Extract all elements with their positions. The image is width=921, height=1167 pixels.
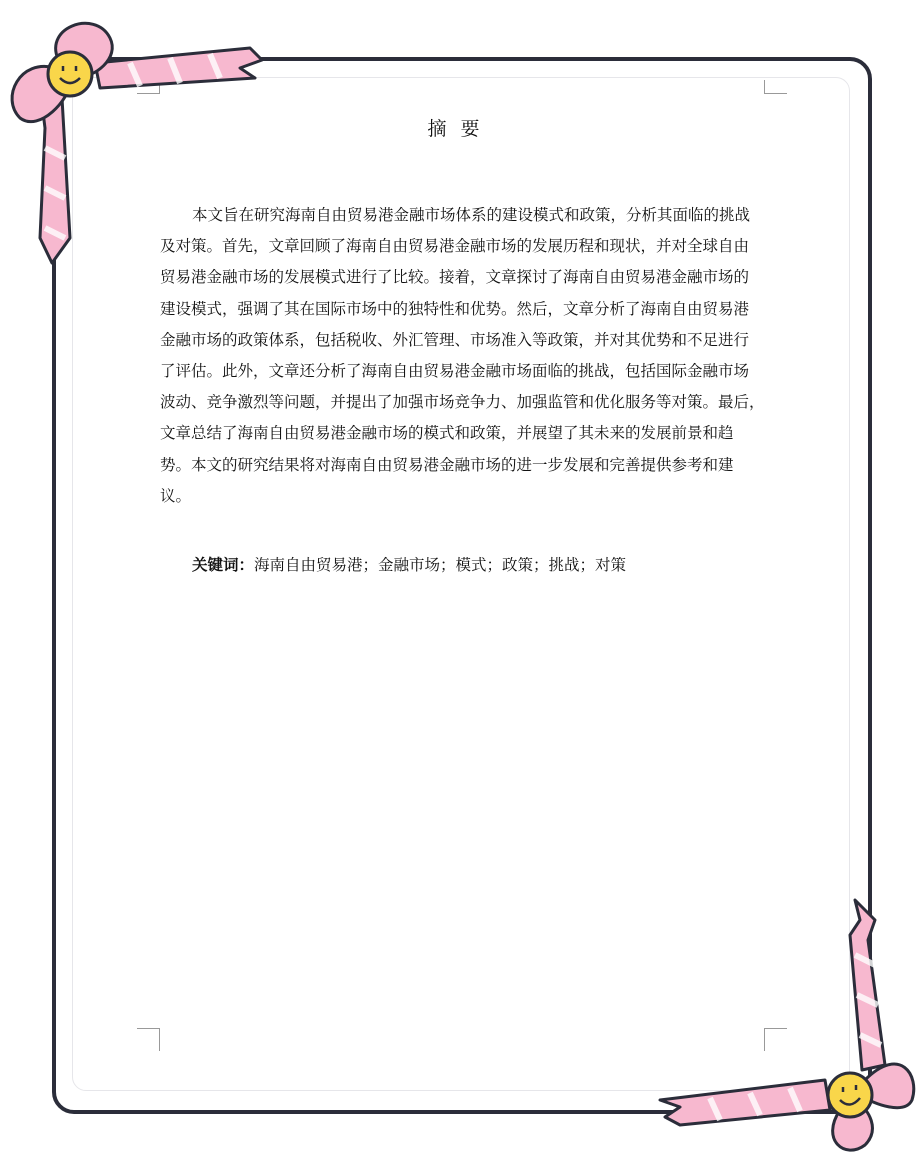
crop-mark-top-right [764, 80, 787, 94]
abstract-title: 摘要 [427, 118, 494, 140]
abstract-line: 了评估。此外，文章还分析了海南自由贸易港金融市场面临的挑战，包括国际金融市场 [160, 361, 750, 380]
abstract-line: 及对策。首先，文章回顾了海南自由贸易港金融市场的发展历程和现状，并对全球自由 [160, 237, 750, 256]
keywords-label: 关键词： [192, 556, 255, 574]
abstract-line: 议。 [160, 486, 192, 505]
abstract-body [160, 200, 780, 512]
keywords-list: 海南自由贸易港；金融市场；模式；政策；挑战；对策 [254, 556, 627, 574]
keywords [192, 553, 626, 575]
crop-mark-bottom-left [137, 1028, 160, 1051]
abstract-line: 贸易港金融市场的发展模式进行了比较。接着，文章探讨了海南自由贸易港金融市场的 [160, 268, 750, 287]
bow-ribbon-bottom-right-icon [650, 895, 921, 1160]
abstract-line: 波动、竞争激烈等问题，并提出了加强市场竞争力、加强监管和优化服务等对策。最后， [160, 393, 765, 412]
abstract-line: 本文旨在研究海南自由贸易港金融市场体系的建设模式和政策，分析其面临的挑战 [192, 206, 751, 224]
abstract-line: 文章总结了海南自由贸易港金融市场的模式和政策，并展望了其未来的发展前景和趋 [160, 424, 734, 443]
abstract-line: 势。本文的研究结果将对海南自由贸易港金融市场的进一步发展和完善提供参考和建 [160, 455, 734, 474]
abstract-line: 金融市场的政策体系，包括税收、外汇管理、市场准入等政策，并对其优势和不足进行 [160, 330, 750, 349]
abstract-line: 建设模式，强调了其在国际市场中的独特性和优势。然后，文章分析了海南自由贸易港 [160, 299, 750, 318]
